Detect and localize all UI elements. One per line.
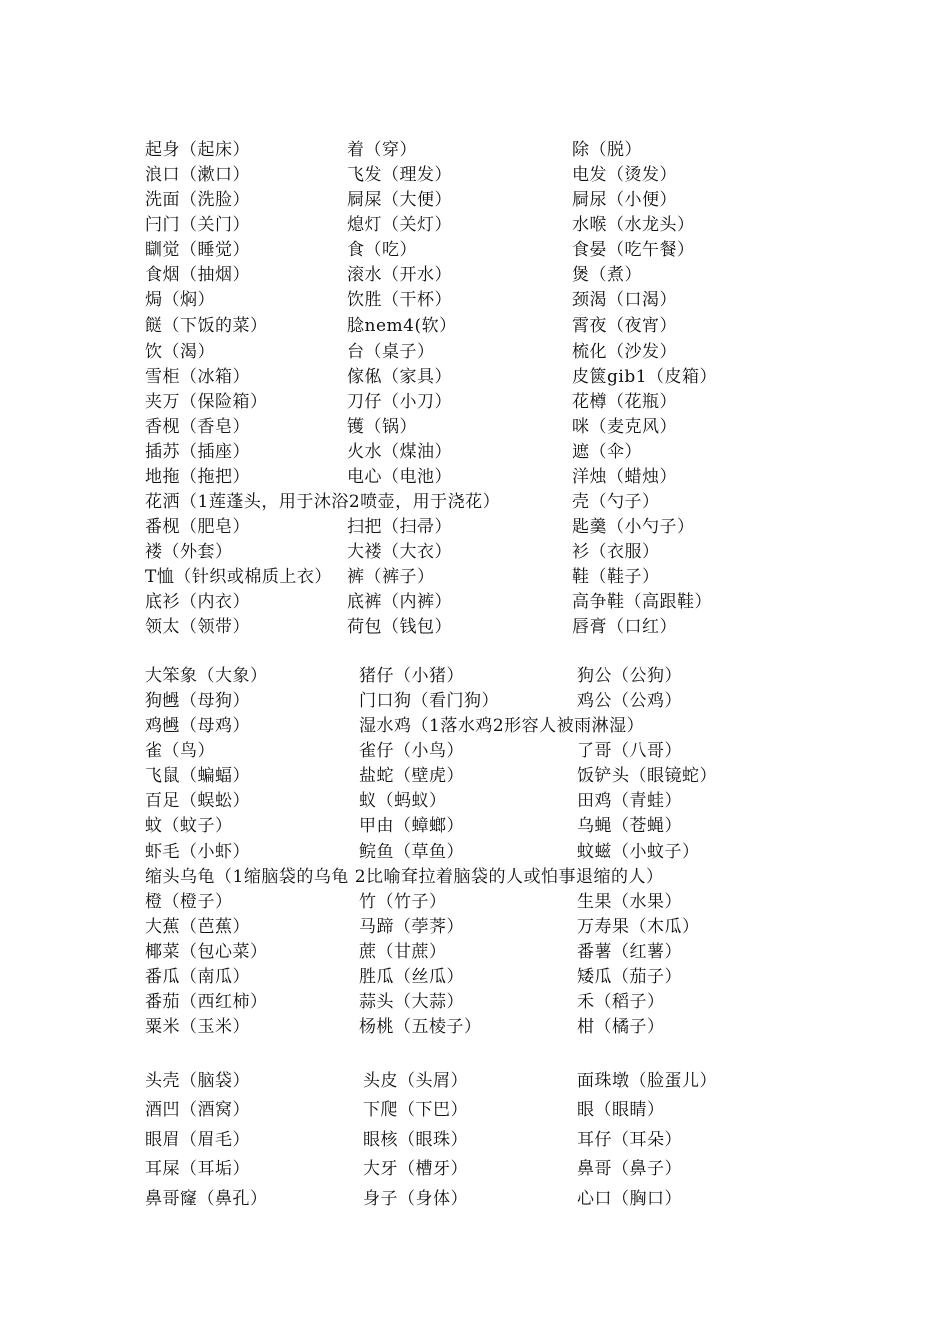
vocab-entry: 洋烛（蜡烛） <box>572 467 677 487</box>
vocab-entry: 虾毛（小虾） <box>145 842 250 862</box>
vocab-entry: 酒凹（酒窝） <box>145 1100 250 1120</box>
vocab-entry: 番枧（肥皂） <box>145 517 250 537</box>
vocab-entry: 浪口（漱口） <box>145 165 250 185</box>
vocab-entry: 禾（稻子） <box>577 992 665 1012</box>
vocab-entry: 椰菜（包心菜） <box>145 942 268 962</box>
vocab-entry: 餸（下饭的菜） <box>145 316 268 336</box>
vocab-entry: 起身（起床） <box>145 140 250 160</box>
vocab-entry: 飞发（理发） <box>347 165 452 185</box>
vocab-entry: 狗公（公狗） <box>577 666 682 686</box>
vocab-entry: 闩门（关门） <box>145 215 250 235</box>
vocab-entry: 头壳（脑袋） <box>145 1071 250 1091</box>
vocab-entry: 荷包（钱包） <box>347 617 452 637</box>
vocab-entry: 下爬（下巴） <box>363 1100 468 1120</box>
vocab-entry: 食烟（抽烟） <box>145 265 250 285</box>
vocab-entry: 花樽（花瓶） <box>572 392 677 412</box>
vocab-entry: 心口（胸口） <box>577 1189 682 1209</box>
vocab-entry: 衫（衣服） <box>572 542 660 562</box>
vocab-entry: 着（穿） <box>347 140 417 160</box>
vocab-entry: 火水（煤油） <box>347 442 452 462</box>
vocab-entry: 万寿果（木瓜） <box>577 917 700 937</box>
vocab-entry: 咪（麦克风） <box>572 417 677 437</box>
vocab-entry: 电心（电池） <box>347 467 452 487</box>
vocab-entry: 胜瓜（丝瓜） <box>359 967 464 987</box>
vocab-entry: 地拖（拖把） <box>145 467 250 487</box>
vocab-entry: 除（脱） <box>572 140 642 160</box>
vocab-entry: 壳（勺子） <box>572 492 660 512</box>
vocab-entry: 雀仔（小鸟） <box>359 741 464 761</box>
vocab-entry: 傢俬（家具） <box>347 367 452 387</box>
vocab-entry: 食晏（吃午餐） <box>572 240 695 260</box>
vocab-entry: 粟米（玉米） <box>145 1017 250 1037</box>
vocab-entry: 夹万（保险箱） <box>145 392 268 412</box>
vocab-entry: 生果（水果） <box>577 892 682 912</box>
vocab-entry: 底裤（内裤） <box>347 592 452 612</box>
vocab-entry: 梳化（沙发） <box>572 342 677 362</box>
vocab-entry: 洗面（洗脸） <box>145 190 250 210</box>
vocab-entry: 匙羹（小勺子） <box>572 517 695 537</box>
vocab-entry: 镬（锅） <box>347 417 417 437</box>
vocab-entry: 瞓觉（睡觉） <box>145 240 250 260</box>
vocab-entry: 番茄（西红柿） <box>145 992 268 1012</box>
vocab-entry: 焗（焖） <box>145 290 215 310</box>
vocab-entry: 蚊（蚊子） <box>145 816 233 836</box>
vocab-entry: 鲩鱼（草鱼） <box>359 842 464 862</box>
vocab-entry: 头皮（头屑） <box>363 1071 468 1091</box>
vocab-entry: 遮（伞） <box>572 442 642 462</box>
vocab-entry: 电发（烫发） <box>572 165 677 185</box>
vocab-entry: 领太（领带） <box>145 617 250 637</box>
vocab-entry: 飞鼠（蝙蝠） <box>145 766 250 786</box>
vocab-entry: 矮瓜（茄子） <box>577 967 682 987</box>
vocab-entry: 熄灯（关灯） <box>347 215 452 235</box>
vocab-entry: 鸡乸（母鸡） <box>145 716 250 736</box>
vocab-entry: 霄夜（夜宵） <box>572 316 677 336</box>
vocab-entry: 了哥（八哥） <box>577 741 682 761</box>
vocab-entry: 台（桌子） <box>347 342 435 362</box>
vocab-entry: 百足（蜈蚣） <box>145 791 250 811</box>
vocab-entry: 煲（煮） <box>572 265 642 285</box>
vocab-entry: 雀（鸟） <box>145 741 215 761</box>
vocab-entry: 耳仔（耳朵） <box>577 1130 682 1150</box>
vocab-entry: 裤（裤子） <box>347 567 435 587</box>
vocab-entry: 蒜头（大蒜） <box>359 992 464 1012</box>
vocab-entry: 饮（渴） <box>145 342 215 362</box>
vocab-entry: 屙尿（小便） <box>572 190 677 210</box>
vocab-entry: 乌蝇（苍蝇） <box>577 816 682 836</box>
vocab-entry: 甲由（蟑螂） <box>359 816 464 836</box>
vocab-entry: T恤（针织或棉质上衣） <box>145 567 332 587</box>
vocab-entry: 眼（眼睛） <box>577 1100 665 1120</box>
vocab-entry: 鸡公（公鸡） <box>577 691 682 711</box>
vocab-entry-long: 缩头乌龟（1缩脑袋的乌龟 2比喻耷拉着脑袋的人或怕事退缩的人） <box>145 867 664 887</box>
vocab-entry: 狗乸（母狗） <box>145 691 250 711</box>
vocab-entry: 竹（竹子） <box>359 892 447 912</box>
vocab-entry: 屙屎（大便） <box>347 190 452 210</box>
vocab-entry-long: 花洒（1莲蓬头，用于沐浴2喷壶，用于浇花） <box>145 492 501 512</box>
vocab-entry: 大笨象（大象） <box>145 666 268 686</box>
vocab-entry: 饮胜（干杯） <box>347 290 452 310</box>
vocab-entry: 扫把（扫帚） <box>347 517 452 537</box>
vocab-entry: 面珠墩（脸蛋儿） <box>577 1071 717 1091</box>
vocab-entry: 盐蛇（壁虎） <box>359 766 464 786</box>
vocab-entry: 水喉（水龙头） <box>572 215 695 235</box>
vocab-entry: 唇膏（口红） <box>572 617 677 637</box>
vocab-entry: 底衫（内衣） <box>145 592 250 612</box>
vocab-entry: 柑（橘子） <box>577 1017 665 1037</box>
vocab-entry: 高争鞋（高跟鞋） <box>572 592 712 612</box>
vocab-entry: 门口狗（看门狗） <box>359 691 499 711</box>
vocab-entry: 鼻哥（鼻子） <box>577 1159 682 1179</box>
vocab-entry: 香枧（香皂） <box>145 417 250 437</box>
vocab-entry: 褛（外套） <box>145 542 233 562</box>
vocab-entry: 眼核（眼珠） <box>363 1130 468 1150</box>
vocab-entry: 蔗（甘蔗） <box>359 942 447 962</box>
vocab-entry: 橙（橙子） <box>145 892 233 912</box>
vocab-entry: 大蕉（芭蕉） <box>145 917 250 937</box>
vocab-entry: 大牙（槽牙） <box>363 1159 468 1179</box>
vocab-entry: 颈渴（口渴） <box>572 290 677 310</box>
vocab-entry: 插苏（插座） <box>145 442 250 462</box>
vocab-entry: 大褛（大衣） <box>347 542 452 562</box>
vocab-entry: 食（吃） <box>347 240 417 260</box>
vocab-entry: 腍nem4(软） <box>347 316 457 336</box>
vocab-entry: 番瓜（南瓜） <box>145 967 250 987</box>
vocab-entry: 刀仔（小刀） <box>347 392 452 412</box>
vocab-entry-long: 湿水鸡（1落水鸡2形容人被雨淋湿） <box>359 716 645 736</box>
vocab-entry: 耳屎（耳垢） <box>145 1159 250 1179</box>
vocab-entry: 滚水（开水） <box>347 265 452 285</box>
vocab-entry: 鼻哥窿（鼻孔） <box>145 1189 268 1209</box>
vocab-entry: 鞋（鞋子） <box>572 567 660 587</box>
vocab-entry: 杨桃（五棱子） <box>359 1017 482 1037</box>
vocab-entry: 蚊螆（小蚊子） <box>577 842 700 862</box>
vocab-entry: 眼眉（眉毛） <box>145 1130 250 1150</box>
vocab-entry: 马蹄（荸荠） <box>359 917 464 937</box>
vocab-entry: 身子（身体） <box>363 1189 468 1209</box>
vocab-entry: 田鸡（青蛙） <box>577 791 682 811</box>
vocab-entry: 猪仔（小猪） <box>359 666 464 686</box>
vocab-entry: 雪柜（冰箱） <box>145 367 250 387</box>
vocab-entry: 皮篋gib1（皮箱） <box>572 367 718 387</box>
vocab-entry: 蚁（蚂蚁） <box>359 791 447 811</box>
vocab-entry: 番薯（红薯） <box>577 942 682 962</box>
vocab-entry: 饭铲头（眼镜蛇） <box>577 766 717 786</box>
